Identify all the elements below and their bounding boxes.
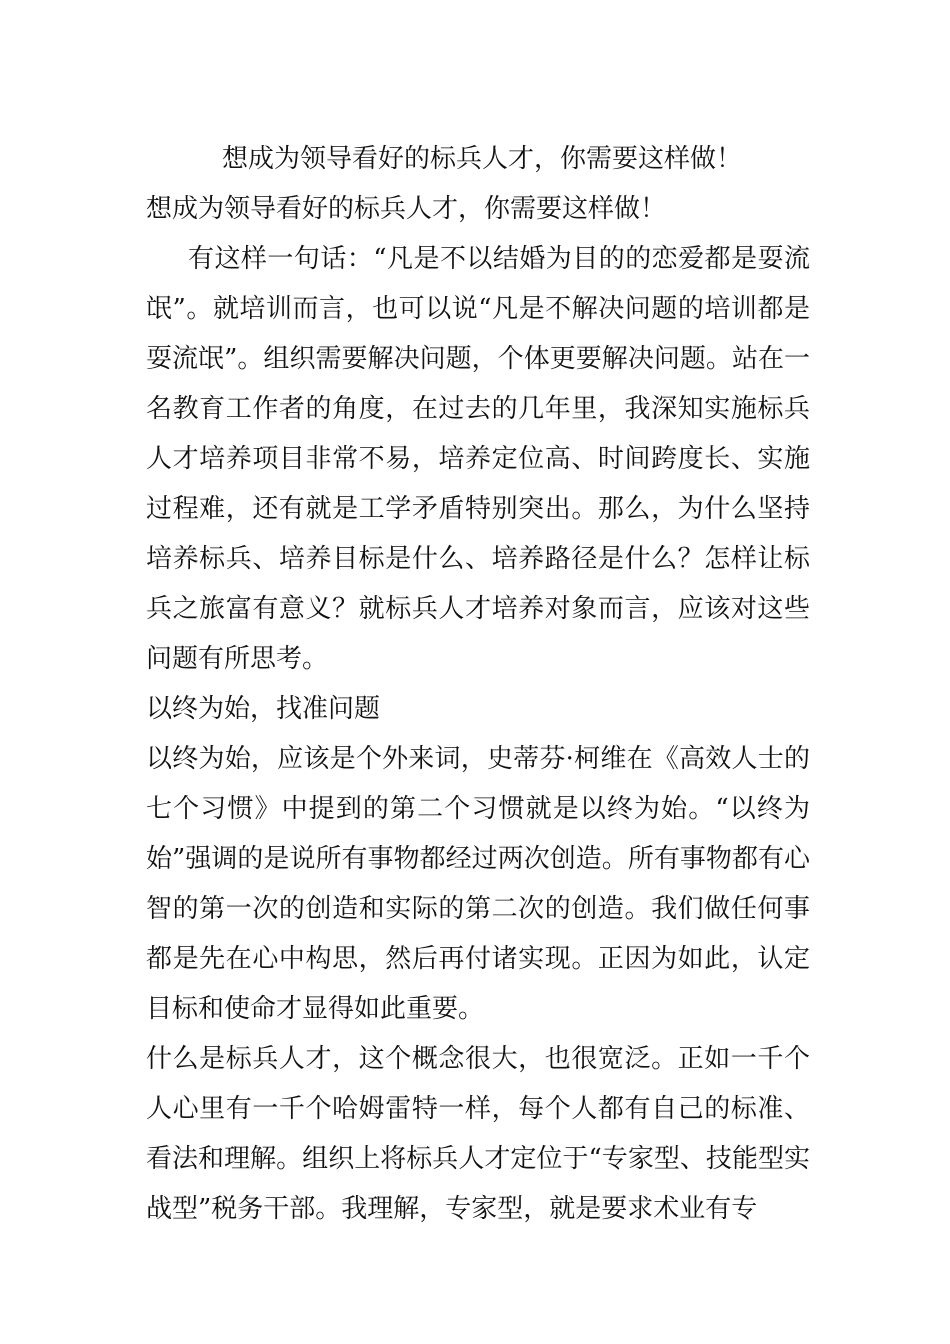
- paragraph-what-is-talent: 什么是标兵人才，这个概念很大，也很宽泛。正如一千个人心里有一千个哈姆雷特一样，每个人都有自己的标准、看法和理解。组织上将标兵人才定位于“专家型、技能型实战型”税务干部。我理解，专家型，就是要求术业有专: [146, 1044, 810, 1224]
- document-body: [146, 134, 810, 1234]
- paragraph-intro: 有这样一句话：“凡是不以结婚为目的的恋爱都是耍流氓”。就培训而言，也可以说“凡是不解决问题的培训都是耍流氓”。组织需要解决问题，个体更要解决问题。站在一名教育工作者的角度，在过去的几年里，我深知实施标兵人才培养项目非常不易，培养定位高、时间跨度长、实施过程难，还有就是工学矛盾特别突出。那么，为什么坚持培养标兵、培养目标是什么、培养路径是什么？怎样让标兵之旅富有意义？就标兵人才培养对象而言，应该对这些问题有所思考。: [146, 244, 810, 674]
- section-heading: 以终为始，找准问题: [146, 694, 381, 724]
- paragraph-begin-with-end: 以终为始，应该是个外来词，史蒂芬·柯维在《高效人士的七个习惯》中提到的第二个习惯就是以终为始。“以终为始”强调的是说所有事物都经过两次创造。所有事物都有心智的第一次的创造和实际的第二次的创造。我们做任何事都是先在心中构思，然后再付诸实现。正因为如此，认定目标和使命才显得如此重要。: [146, 744, 810, 1024]
- document-title: 想成为领导看好的标兵人才，你需要这样做！: [222, 144, 743, 174]
- document-subtitle: 想成为领导看好的标兵人才，你需要这样做！: [146, 194, 667, 224]
